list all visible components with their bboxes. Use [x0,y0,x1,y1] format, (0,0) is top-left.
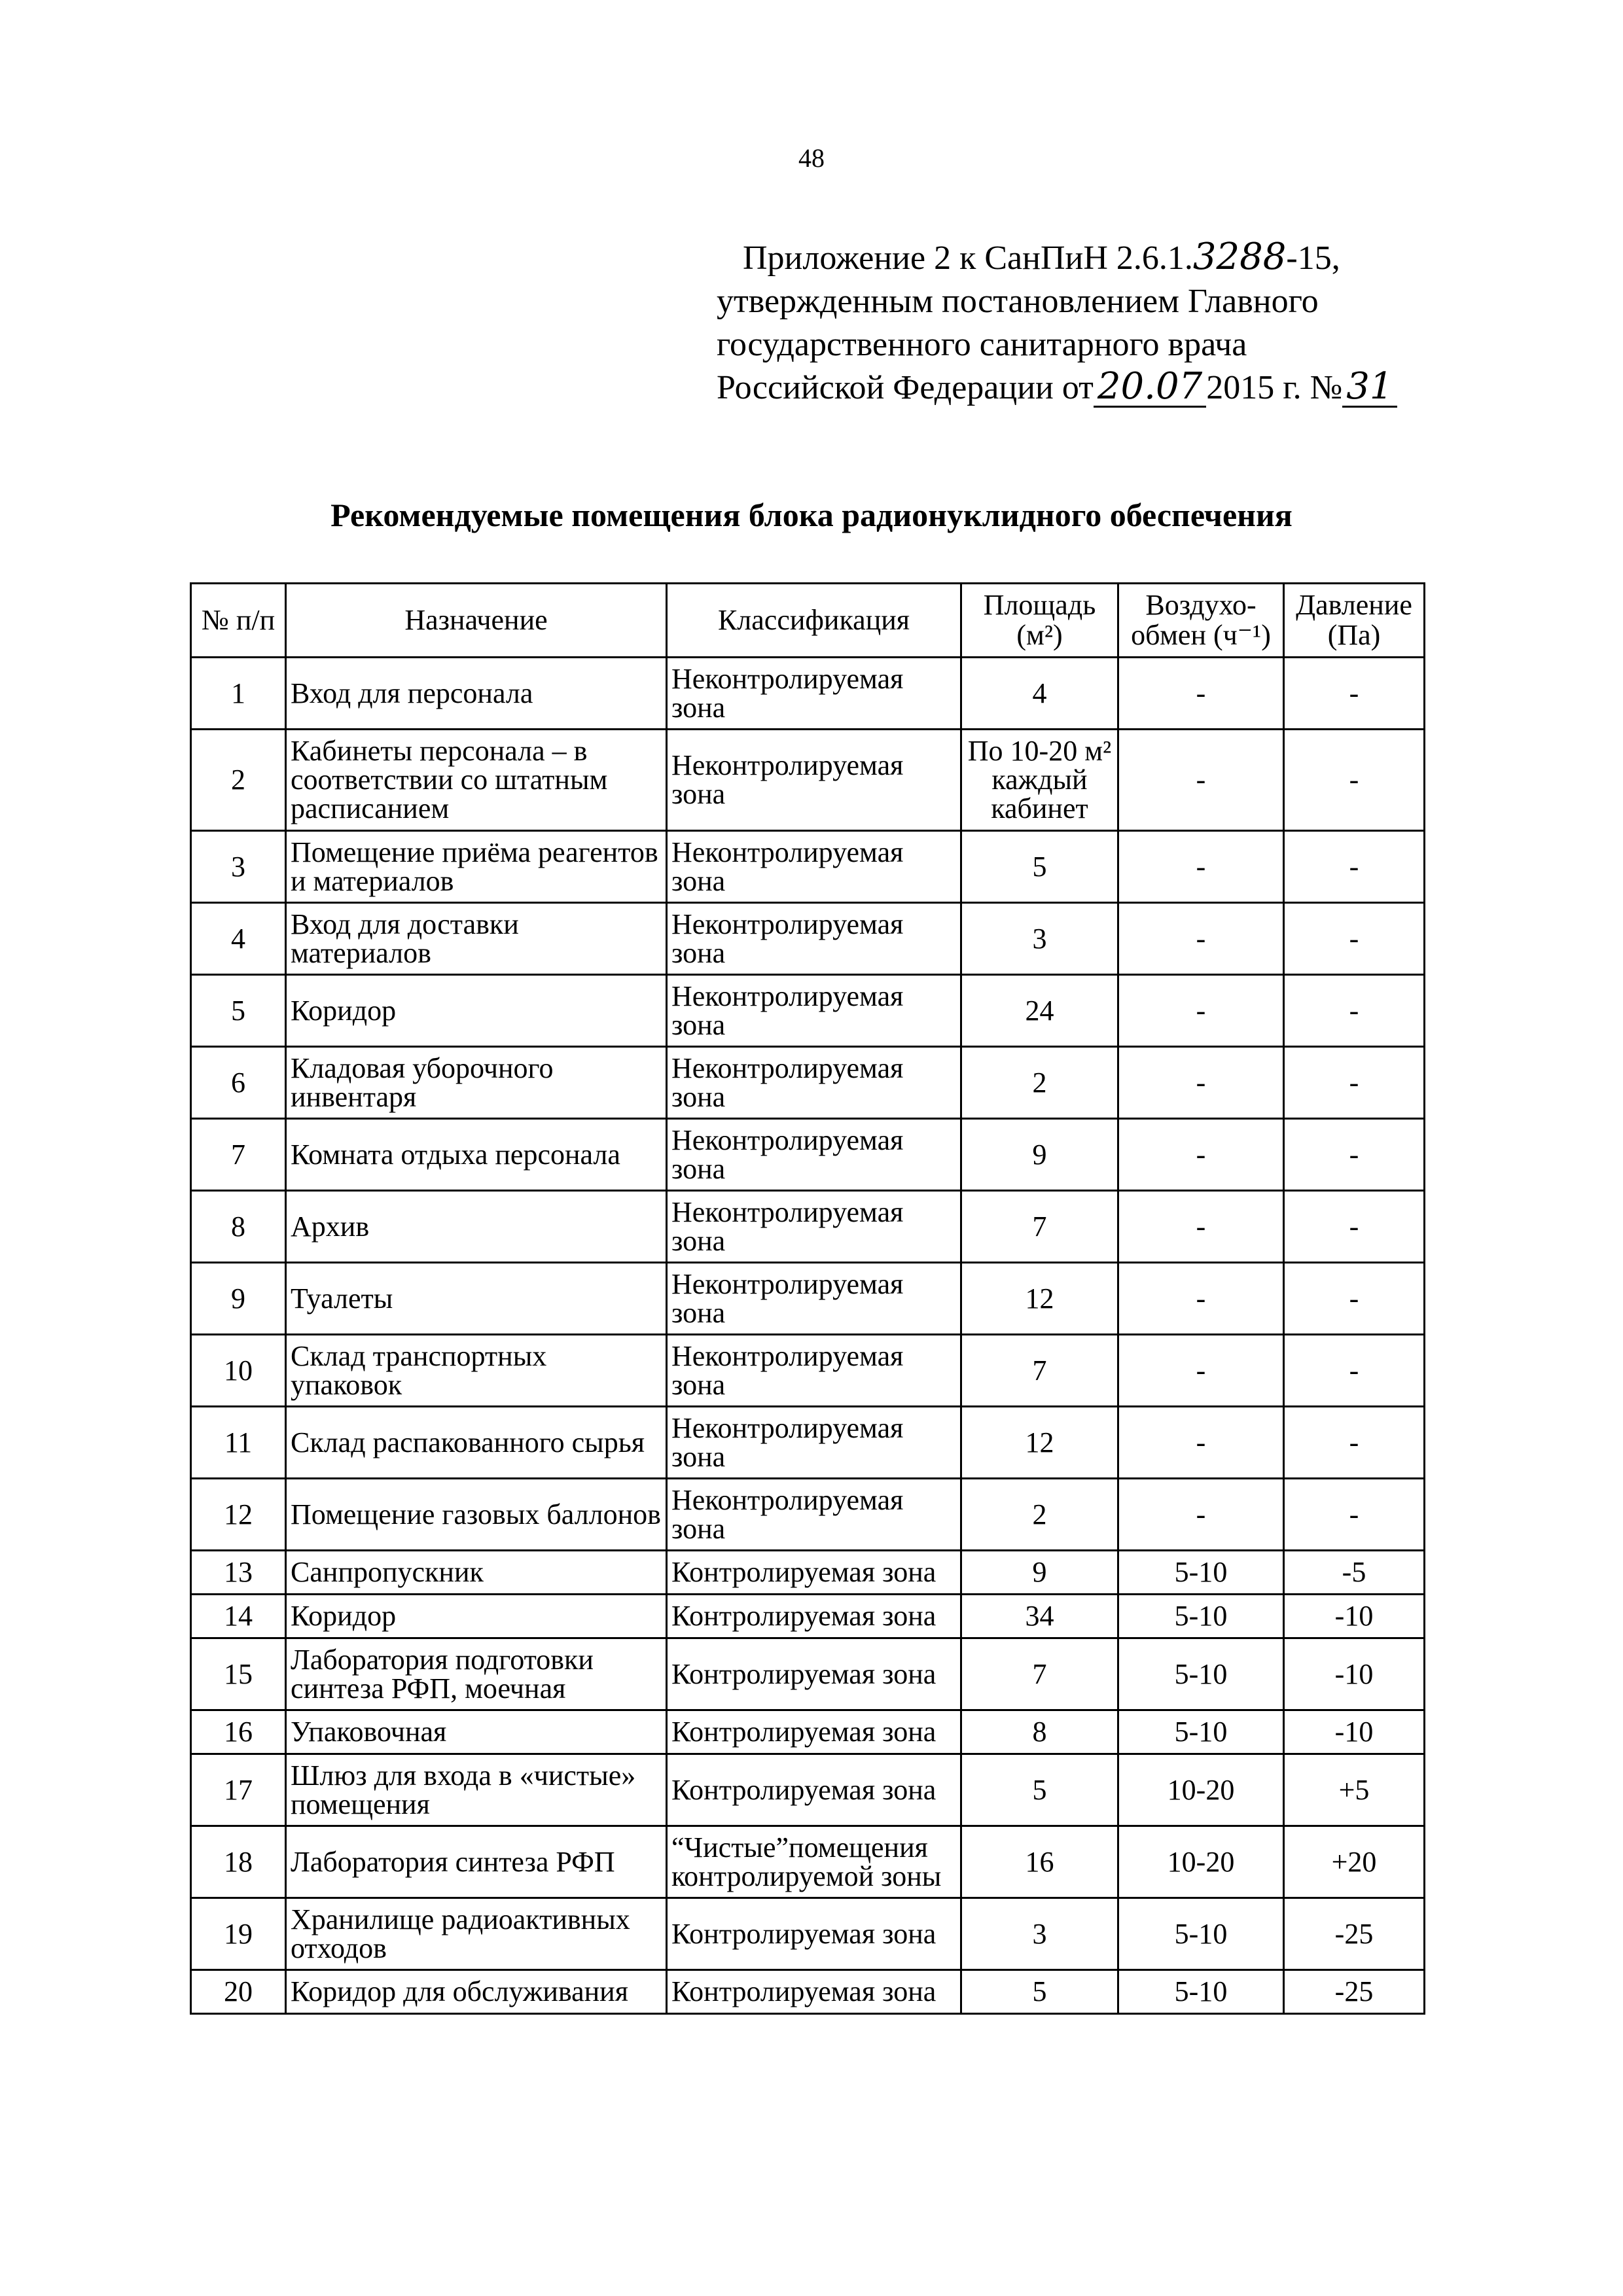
cell-area: 3 [961,903,1118,975]
table-row [191,1191,1425,1263]
cell-classification: Контролируемая зона [667,1970,961,2014]
cell-classification: Контролируемая зона [667,1754,961,1826]
cell-area: 9 [961,1551,1118,1595]
cell-classification: “Чистые”помещения контролируемой зоны [667,1826,961,1898]
cell-pressure: - [1284,1335,1425,1407]
header-classification: Классификация [667,584,961,658]
header-num: № п/п [191,584,286,658]
cell-purpose: Склад распакованного сырья [286,1407,667,1479]
cell-area: 24 [961,975,1118,1047]
appendix-note [717,236,1567,410]
cell-classification: Неконтролируемая зона [667,1335,961,1407]
cell-purpose: Склад транспортных упаковок [286,1335,667,1407]
cell-classification: Неконтролируемая зона [667,730,961,831]
cell-air: - [1118,1047,1284,1119]
header-air-exchange [1118,584,1284,658]
cell-air: - [1118,831,1284,903]
cell-area: 12 [961,1407,1118,1479]
cell-air: 5-10 [1118,1710,1284,1754]
cell-num: 4 [191,903,286,975]
cell-classification: Контролируемая зона [667,1638,961,1710]
cell-air: 5-10 [1118,1595,1284,1638]
cell-classification: Неконтролируемая зона [667,831,961,903]
cell-classification: Неконтролируемая зона [667,1191,961,1263]
cell-classification: Неконтролируемая зона [667,903,961,975]
table-row [191,1710,1425,1754]
table-body [191,658,1425,2014]
cell-air: - [1118,1335,1284,1407]
appendix-line-4 [717,366,1567,410]
cell-purpose: Кабинеты персонала – в соответствии со штатным расписанием [286,730,667,831]
table-row [191,1407,1425,1479]
table-header-row [191,584,1425,658]
cell-num: 10 [191,1335,286,1407]
cell-num: 5 [191,975,286,1047]
cell-air: - [1118,730,1284,831]
appendix-line-2: утвержденным постановлением Главного [717,283,1319,320]
cell-purpose: Комната отдыха персонала [286,1119,667,1191]
cell-num: 15 [191,1638,286,1710]
cell-area: 34 [961,1595,1118,1638]
cell-air: - [1118,1479,1284,1551]
cell-num: 7 [191,1119,286,1191]
cell-num: 9 [191,1263,286,1335]
table-row [191,1047,1425,1119]
cell-num: 13 [191,1551,286,1595]
cell-pressure: -5 [1284,1551,1425,1595]
cell-air: 5-10 [1118,1551,1284,1595]
cell-pressure: -10 [1284,1710,1425,1754]
header-area-line-1: Площадь [983,588,1096,621]
table-title: Рекомендуемые помещения блока радионуклидного обеспечения [330,497,1293,533]
cell-pressure: -25 [1284,1898,1425,1970]
cell-air: 5-10 [1118,1638,1284,1710]
handwritten-document-number: 3288 [1192,236,1287,278]
cell-area: 5 [961,1970,1118,2014]
table-row [191,1754,1425,1826]
table-row [191,903,1425,975]
cell-num: 12 [191,1479,286,1551]
table-row [191,658,1425,730]
cell-area: 9 [961,1119,1118,1191]
cell-air: - [1118,1191,1284,1263]
cell-num: 18 [191,1826,286,1898]
cell-pressure: -10 [1284,1638,1425,1710]
cell-pressure: - [1284,1047,1425,1119]
handwritten-order-number: 31 [1342,368,1397,408]
cell-num: 6 [191,1047,286,1119]
appendix-reference: Приложение 2 к СанПиН 2.6.1. [743,239,1193,277]
cell-air: - [1118,1119,1284,1191]
cell-purpose: Санпропускник [286,1551,667,1595]
cell-pressure: - [1284,1191,1425,1263]
cell-air: 10-20 [1118,1826,1284,1898]
cell-air: 10-20 [1118,1754,1284,1826]
cell-area: 12 [961,1263,1118,1335]
header-air-line-2: обмен (ч⁻¹) [1131,619,1271,651]
cell-purpose: Лаборатория подготовки синтеза РФП, моечная [286,1638,667,1710]
cell-purpose: Коридор [286,1595,667,1638]
cell-pressure: - [1284,1479,1425,1551]
cell-area: 8 [961,1710,1118,1754]
appendix-year-text: 2015 г. № [1206,369,1343,406]
cell-purpose: Вход для персонала [286,658,667,730]
cell-area: 7 [961,1191,1118,1263]
cell-pressure: - [1284,730,1425,831]
cell-area: 16 [961,1826,1118,1898]
cell-num: 19 [191,1898,286,1970]
page-number: 48 [798,143,825,173]
cell-pressure: - [1284,1407,1425,1479]
appendix-line-3: государственного санитарного врача [717,326,1247,363]
cell-purpose: Помещение газовых баллонов [286,1479,667,1551]
appendix-line-1 [717,236,1567,280]
cell-area: 7 [961,1335,1118,1407]
cell-air: - [1118,1263,1284,1335]
cell-air: - [1118,903,1284,975]
cell-area: 5 [961,1754,1118,1826]
cell-classification: Контролируемая зона [667,1710,961,1754]
cell-pressure: - [1284,831,1425,903]
cell-classification: Контролируемая зона [667,1551,961,1595]
cell-num: 2 [191,730,286,831]
cell-classification: Неконтролируемая зона [667,1119,961,1191]
cell-purpose: Архив [286,1191,667,1263]
cell-purpose: Помещение приёма реагентов и материалов [286,831,667,903]
table-row [191,1335,1425,1407]
cell-classification: Контролируемая зона [667,1898,961,1970]
table-row [191,1826,1425,1898]
table-row [191,1970,1425,2014]
header-purpose: Назначение [286,584,667,658]
header-pressure-line-1: Давление [1296,588,1412,621]
cell-purpose: Вход для доставки материалов [286,903,667,975]
cell-area: 2 [961,1047,1118,1119]
cell-classification: Неконтролируемая зона [667,1047,961,1119]
cell-num: 8 [191,1191,286,1263]
cell-pressure: - [1284,1119,1425,1191]
cell-pressure: - [1284,658,1425,730]
cell-pressure: - [1284,1263,1425,1335]
table-row [191,1638,1425,1710]
cell-classification: Неконтролируемая зона [667,658,961,730]
cell-classification: Неконтролируемая зона [667,1407,961,1479]
cell-classification: Неконтролируемая зона [667,975,961,1047]
cell-air: 5-10 [1118,1970,1284,2014]
cell-purpose: Кладовая уборочного инвентаря [286,1047,667,1119]
table-row [191,730,1425,831]
cell-num: 20 [191,1970,286,2014]
cell-num: 17 [191,1754,286,1826]
cell-area: 7 [961,1638,1118,1710]
cell-area: 5 [961,831,1118,903]
cell-pressure: -10 [1284,1595,1425,1638]
table-row [191,1595,1425,1638]
cell-pressure: - [1284,903,1425,975]
cell-num: 1 [191,658,286,730]
table-row [191,831,1425,903]
cell-purpose: Лаборатория синтеза РФП [286,1826,667,1898]
cell-pressure: +5 [1284,1754,1425,1826]
cell-area: 4 [961,658,1118,730]
cell-num: 16 [191,1710,286,1754]
table-row [191,1263,1425,1335]
cell-air: 5-10 [1118,1898,1284,1970]
table-row [191,1119,1425,1191]
header-air-line-1: Воздухо- [1145,588,1257,621]
rooms-table [190,582,1425,2015]
cell-area: 3 [961,1898,1118,1970]
appendix-reference-suffix: -15, [1286,239,1340,277]
cell-air: - [1118,658,1284,730]
cell-air: - [1118,975,1284,1047]
cell-pressure: +20 [1284,1826,1425,1898]
cell-num: 14 [191,1595,286,1638]
cell-classification: Неконтролируемая зона [667,1263,961,1335]
header-area [961,584,1118,658]
cell-num: 11 [191,1407,286,1479]
table-row [191,1551,1425,1595]
cell-pressure: - [1284,975,1425,1047]
cell-purpose: Упаковочная [286,1710,667,1754]
cell-classification: Неконтролируемая зона [667,1479,961,1551]
cell-classification: Контролируемая зона [667,1595,961,1638]
cell-area: По 10-20 м² каждый кабинет [961,730,1118,831]
cell-num: 3 [191,831,286,903]
header-pressure [1284,584,1425,658]
header-pressure-line-2: (Па) [1327,619,1381,651]
table-row [191,1898,1425,1970]
header-area-line-2: (м²) [1016,619,1063,651]
cell-purpose: Коридор для обслуживания [286,1970,667,2014]
cell-purpose: Туалеты [286,1263,667,1335]
table-row [191,1479,1425,1551]
appendix-federation-text: Российской Федерации от [717,369,1094,406]
handwritten-date: 20.07 [1094,368,1206,408]
cell-area: 2 [961,1479,1118,1551]
cell-purpose: Коридор [286,975,667,1047]
table-row [191,975,1425,1047]
cell-pressure: -25 [1284,1970,1425,2014]
cell-purpose: Шлюз для входа в «чистые» помещения [286,1754,667,1826]
cell-air: - [1118,1407,1284,1479]
cell-purpose: Хранилище радиоактивных отходов [286,1898,667,1970]
